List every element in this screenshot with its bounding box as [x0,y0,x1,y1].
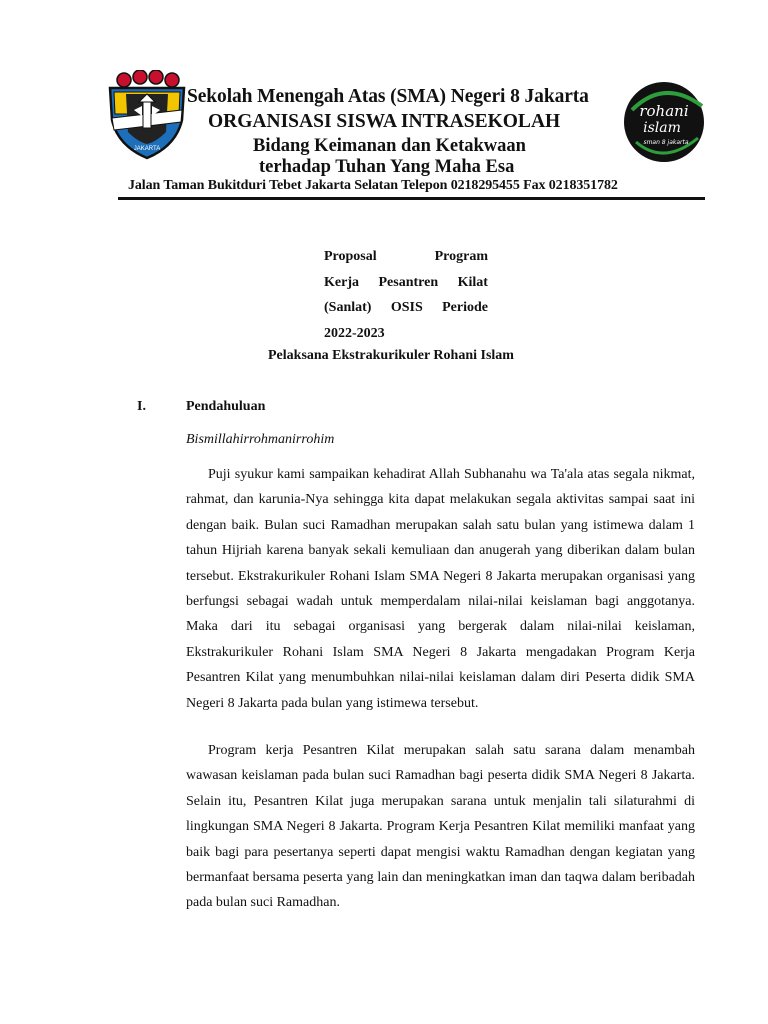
title-word: Pesantren [378,274,439,290]
school-address: Jalan Taman Bukitduri Tebet Jakarta Selatan Telepon 0218295455 Fax 0218351782 [128,178,618,193]
title-word: Periode [442,300,488,315]
bismillah-text: Bismillahirrohmanirrohim [186,432,335,447]
svg-text:islam: islam [643,120,681,136]
paragraph [186,462,695,716]
school-name: Sekolah Menengah Atas (SMA) Negeri 8 Jakarta [187,86,589,107]
division-line-1: Bidang Keimanan dan Ketakwaan [253,136,526,156]
division-line-2: terhadap Tuhan Yang Maha Esa [259,157,515,177]
title-period: 2022-2023 [324,325,385,341]
title-word: Kilat [457,274,488,290]
paragraph [186,738,695,916]
svg-text:rohani: rohani [639,102,689,120]
title-word: Program [434,249,488,264]
section-number: I. [137,399,146,414]
proposal-title [324,246,488,348]
school-crest-icon [106,70,188,160]
title-word: Kerja [324,274,359,290]
proposal-subtitle: Pelaksana Ekstrakurikuler Rohani Islam [268,348,514,363]
letterhead [0,0,768,205]
paragraph-text: Program kerja Pesantren Kilat merupakan salah satu sarana dalam menambah wawasan keislaman pada bulan suci Ramadhan bagi peserta didik SMA Negeri 8 Jakarta. Selain itu, Pesantren Kilat juga merupakan sarana untuk menjalin tali silaturahmi di lingkungan SMA Negeri 8 Jakarta. Program Kerja Pesantren Kilat memiliki manfaat yang baik bagi para pesertanya seperti dapat mengisi waktu Ramadhan dengan kegiatan yang bermanfaat bersama peserta yang lain dan meningkatkan iman dan taqwa dalam beribadah pada bulan suci Ramadhan. [186,743,695,911]
rohis-logo-icon [622,80,706,164]
svg-text:sman 8 jakarta: sman 8 jakarta [643,139,689,146]
title-word: Proposal [324,249,377,264]
paragraph-text: Puji syukur kami sampaikan kehadirat Allah Subhanahu wa Ta'ala atas segala nikmat, rahmat, dan karunia-Nya sehingga kita dapat melakukan segala aktivitas sampai saat ini dengan baik. Bulan suci Ramadhan merupakan salah satu bulan yang istimewa dalam 1 tahun Hijriah karena banyak sekali kemuliaan dan anugerah yang diberikan dalam bulan tersebut. Ekstrakurikuler Rohani Islam SMA Negeri 8 Jakarta merupakan organisasi yang berfungsi sebagai wadah untuk memperdalam nilai-nilai keislaman bagi anggotanya. Maka dari itu sebagai organisasi yang bergerak dalam nilai-nilai keislaman, Ekstrakurikuler Rohani Islam SMA Negeri 8 Jakarta mengadakan Program Kerja Pesantren Kilat yang menumbuhkan nilai-nilai keislaman dalam diri Peserta didik SMA Negeri 8 Jakarta pada bulan yang istimewa tersebut. [186,467,695,711]
title-word: OSIS [390,300,423,315]
title-word: (Sanlat) [324,300,372,315]
section-heading: Pendahuluan [186,399,266,414]
letterhead-divider [118,197,705,200]
svg-text:JAKARTA: JAKARTA [133,146,161,152]
organization-name: ORGANISASI SISWA INTRASEKOLAH [208,111,561,132]
